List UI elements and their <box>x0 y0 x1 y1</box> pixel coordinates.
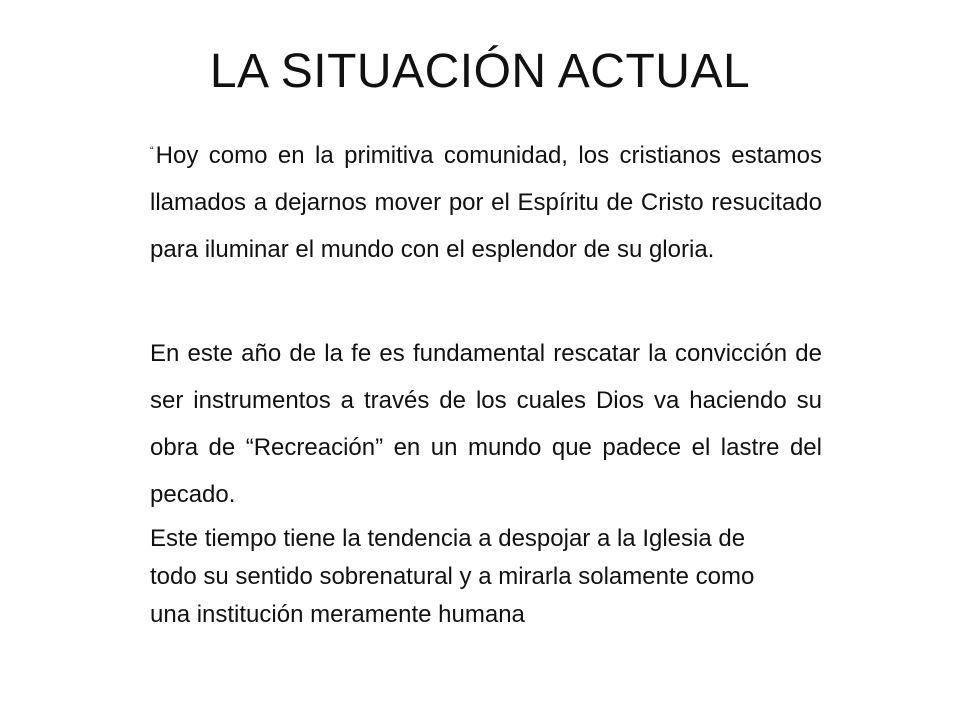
paragraph-3-block <box>150 520 790 634</box>
paragraph-1 <box>150 132 822 273</box>
paragraph-3: Este tiempo tiene la tendencia a despojar a la Iglesia de todo su sentido sobrenatural y a mirarla solamente como una institución meramente humana <box>150 525 755 628</box>
paragraph-1-text: Hoy como en la primitiva comunidad, los cristianos estamos llamados a dejarnos mover por el Espíritu de Cristo resucitado para iluminar el mundo con el esplendor de su gloria. <box>150 142 822 263</box>
paragraph-1-block <box>150 132 822 273</box>
paragraph-2-block <box>150 330 822 518</box>
slide-title: LA SITUACIÓN ACTUAL <box>209 45 751 98</box>
paragraph-2: En este año de la fe es fundamental rescatar la convicción de ser instrumentos a través de los cuales Dios va haciendo su obra de “Recreación” en un mundo que padece el lastre del pecado. <box>150 340 822 508</box>
open-quote-mark: “ <box>150 145 154 157</box>
